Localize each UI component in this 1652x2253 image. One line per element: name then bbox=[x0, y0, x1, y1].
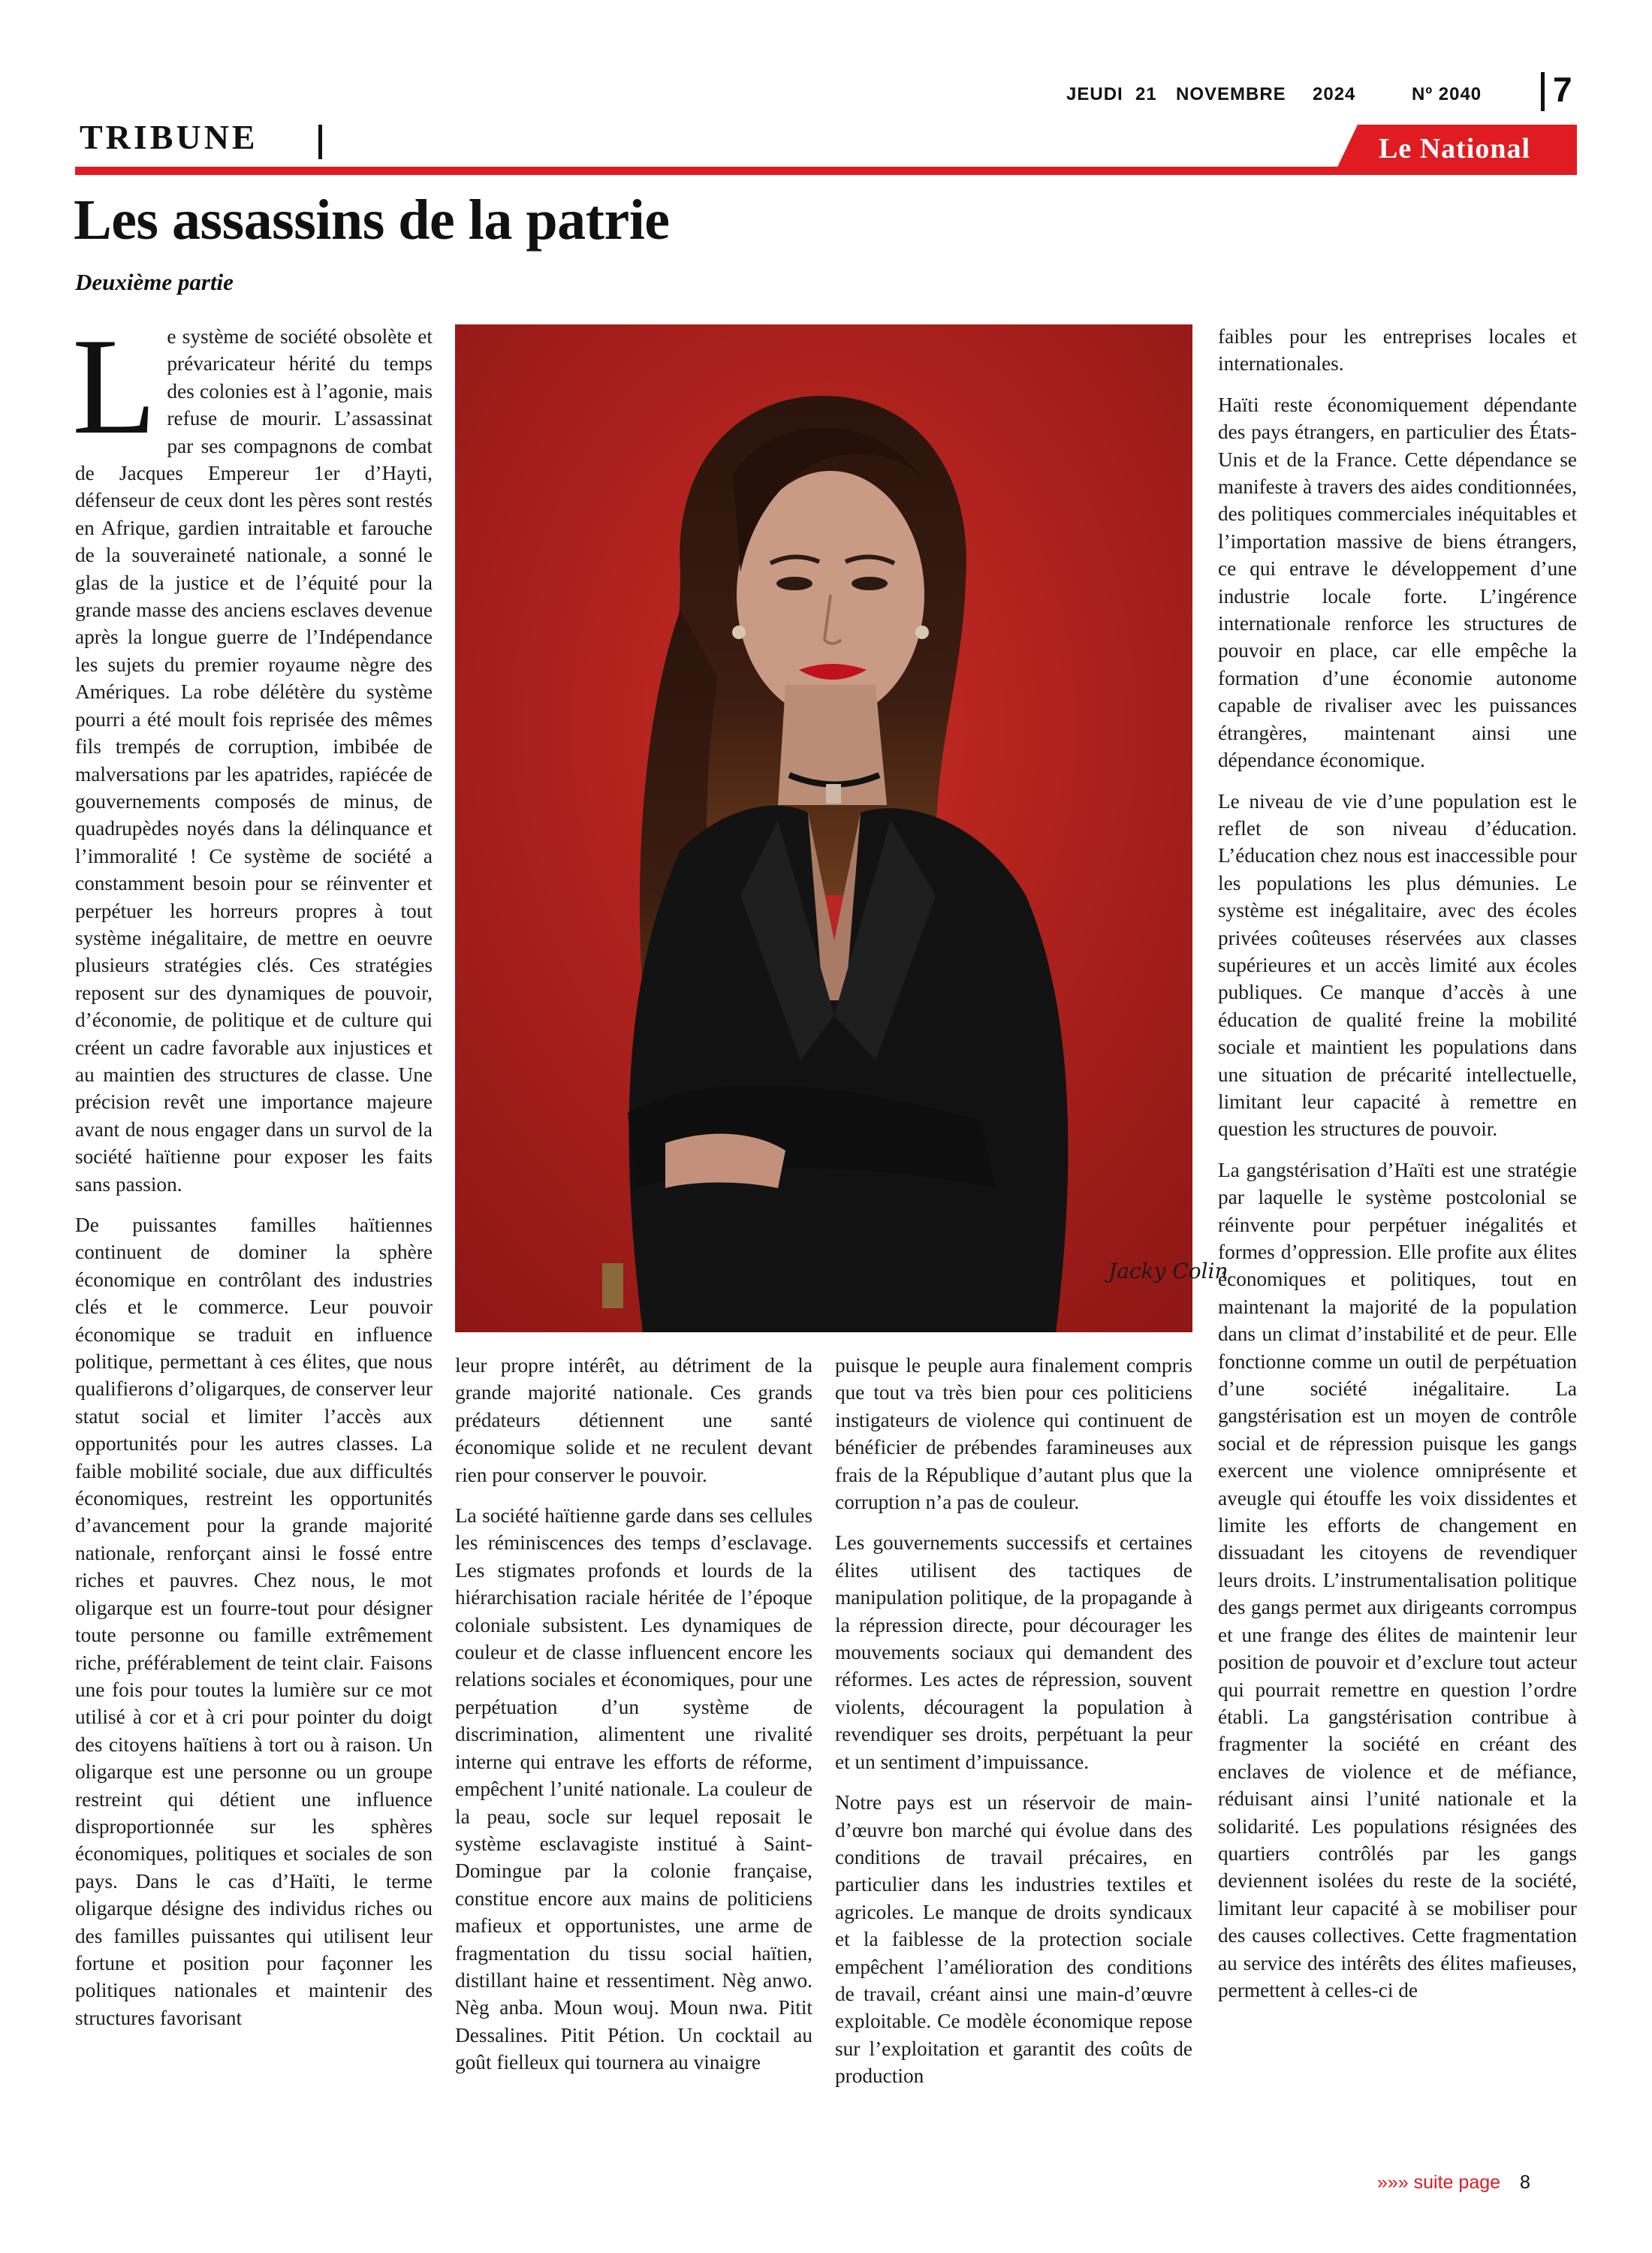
header-day: JEUDI bbox=[1066, 84, 1123, 104]
section-divider bbox=[318, 125, 322, 159]
col1-paragraph-2: De puissantes familles haïtiennes continuent de dominer la sphère économique en contrôlant des industries clés et le commerce. Leur pouvoir économique se traduit en influence politique, permettant à ces élites, que nous qualifierons d’oligarques, de conserver leur statut social et limiter l’accès aux opportunités pour les autres classes. La faible mobilité sociale, due aux difficultés économiques, restreint les opportunités d’avancement pour la grande majorité nationale, renforçant ainsi le fossé entre riches et pauvres. Chez nous, le mot oligarque est un fourre-tout pour désigner toute personne ou famille extrêmement riche, préférablement de teint clair. Faisons une fois pour toutes la lumière sur ce mot utilisé à cor et à cri pour pointer du doigt des citoyens haïtiens à tort ou à raison. Un oligarque est une personne ou un groupe restreint qui détient une influence disproportionnée sur les sphères économiques, politiques et sociales de son pays. Dans le cas d’Haïti, le terme oligarque désigne des individus riches ou des familles puissantes qui utilisent leur fortune et position pour façonner les politiques nationales et maintenir des structures favorisant bbox=[75, 1214, 433, 2029]
col2-paragraph-1: leur propre intérêt, au détriment de la grande majorité nationale. Ces grands prédateurs détiennent une santé économique solide et ne reculent devant rien pour conserver le pouvoir. bbox=[455, 1354, 812, 1486]
col3-paragraph-1: puisque le peuple aura finalement compris que tout va très bien pour ces politiciens instigateurs de violence qui continuent de bénéficier de prébendes faramineuses aux frais de la République d’autant plus que la corruption n’a pas de couleur. bbox=[835, 1354, 1192, 1514]
page-number: 7 bbox=[1553, 70, 1572, 109]
col4-paragraph-3: Le niveau de vie d’une population est le reflet de son niveau d’éducation. L’éducation chez nous est inaccessible pour les populations les plus démunies. Le système est inégalitaire, avec des écoles privées coûteuses réservées aux classes supérieures et un accès limité aux écoles publiques. Ce manque d’accès à une éducation de qualité freine la mobilité sociale et maintient les populations dans une situation de précarité intellectuelle, limitant leur capacité à remettre en question les structures de pouvoir. bbox=[1218, 789, 1577, 1141]
col4-paragraph-2: Haïti reste économiquement dépendante des pays étrangers, en particulier des États-Unis et de la France. Cette dépendance se manifeste à travers des aides conditionnées, des politiques commerciales inéquitables et l’importation massive de biens étrangers, ce qui entrave le développement d’une industrie locale forte. L’ingérence internationale renforce les structures de pouvoir en place, car elle empêche la formation d’une économie autonome capable de rivaliser avec les puissances étrangères, maintenant ainsi une dépendance économique. bbox=[1218, 393, 1577, 772]
photo-signature: Jacky Colin bbox=[1108, 1259, 1228, 1283]
page-number-divider bbox=[1541, 72, 1545, 111]
col4-paragraph-4: La gangstérisation d’Haïti est une stratégie par laquelle le système postcolonial se réinvente pour perpétuer inégalités et formes d’oppression. Elle profite aux élites économiques et politiques, tout en maintenant la majorité de la population dans un climat d’instabilité et de peur. Elle fonctionne comme un outil de perpétuation d’une société inégalitaire. La gangstérisation est un moyen de contrôle social et de répression puisque les gangs exercent une violence omniprésente et aveugle qui étouffe les voix dissidentes et limite les efforts de changement en dissuadant les citoyens de revendiquer leurs droits. L’instrumentalisation politique des gangs permet aux dirigeants corrompus et une frange des élites de maintenir leur position de pouvoir et d’exclure tout acteur qui pourrait remettre en question l’ordre établi. La gangstérisation contribue à fragmenter la société en créant des enclaves de violence et de méfiance, réduisant ainsi l’unité nationale et la solidarité. Les populations résignées des quartiers contrôlés par les gangs deviennent isolées du reste de la société, limitant leur capacité à se mobiliser pour des causes collectives. Cette fragmentation au service des intérêts des élites mafieuses, permettent à celles-ci de bbox=[1218, 1158, 1577, 2001]
article-title: Les assassins de la patrie bbox=[74, 189, 670, 252]
brand-name: Le National bbox=[1379, 133, 1531, 164]
header-issue: Nº 2040 bbox=[1412, 84, 1482, 104]
portrait-photo bbox=[455, 324, 1228, 1332]
col2-paragraph-2: La société haïtienne garde dans ses cellules les réminiscences des temps d’esclavage. Les stigmates profonds et lourds de la hiérarchisation raciale héritée de l’époque coloniale subsistent. Les dynamiques de couleur et de classe influencent encore les relations sociales et économiques, pour une perpétuation d’un système de discrimination, alimentent une rivalité interne qui entrave les efforts de réforme, empêchent l’unité nationale. La couleur de la peau, socle sur lequel reposait le système esclavagiste institué à Saint-Domingue par la colonie française, constitue encore aux mains de politiciens mafieux et opportunistes, une arme de fragmentation du tissu social haïtien, distillant haine et ressentiment. Nèg anwo. Nèg anba. Moun wouj. Moun nwa. Pitit Dessalines. Pitit Pétion. Un cocktail au goût fielleux qui tournera au vinaigre bbox=[455, 1504, 812, 2074]
column-1 bbox=[72, 309, 433, 2031]
continued-label: »»» suite page bbox=[1377, 2172, 1501, 2193]
header-rule bbox=[75, 167, 1577, 175]
column-4 bbox=[1218, 323, 1577, 2004]
article-subtitle: Deuxième partie bbox=[75, 269, 234, 295]
column-2 bbox=[455, 1352, 812, 2077]
col1-paragraph-1-text: e système de société obsolète et prévaricateur hérité du temps des colonies est à l’agonie, mais refuse de mourir. L’assassinat par ses compagnons de combat de Jacques Empereur 1er d’Hayti, défenseur de ceux dont les pères sont restés en Afrique, gardien intraitable et farouche de la souveraineté nationale, a sonné le glas de la justice et de l’équité pour la grande masse des anciens esclaves devenue après la longue guerre de l’Indépendance les sujets du premier royaume nègre des Amériques. La robe délétère du système pourri a été moult fois reprisée des mêmes fils trempés de corruption, imbibée de malversations par les apatrides, rapiécée de gouvernements composés de minus, de quadrupèdes noyés dans la délinquance et l’immoralité ! Ce système de société a constamment besoin pour se réinventer et perpétuer les horreurs propres à tout système inégalitaire, de mettre en oeuvre plusieurs stratégies clés. Ces stratégies reposent sur des dynamiques de pouvoir, d’économie, de politique et de culture qui créent un cadre favorable aux injustices et au maintien des structures de classe. Une précision revêt une importance majeure avant de nous engager dans un survol de la société haïtienne pour exposer les faits sans passion. bbox=[75, 325, 433, 1196]
drop-cap: L bbox=[72, 309, 157, 463]
continued-link[interactable] bbox=[1377, 2172, 1530, 2194]
col3-paragraph-3: Notre pays est un réservoir de main-d’œuvre bon marché qui évolue dans des conditions de travail précaires, en particulier dans les industries textiles et agricoles. Le manque de droits syndicaux et la faiblesse de la protection sociale empêchent l’amélioration des conditions de travail, créant ainsi une main-d’œuvre exploitable. Ce modèle économique repose sur l’exploitation et garantit des coûts de production bbox=[835, 1791, 1192, 2088]
col3-paragraph-2: Les gouvernements successifs et certaines élites utilisent des tactiques de manipulation politique, de la propagande à la répression directe, pour décourager les mouvements sociaux qui demandent des réformes. Les actes de répression, souvent violents, découragent la population à revendiquer ses droits, perpétuant la peur et un sentiment d’impuissance. bbox=[835, 1531, 1192, 1773]
col1-paragraph-1 bbox=[72, 309, 433, 1198]
header-year: 2024 bbox=[1313, 84, 1356, 104]
continued-page: 8 bbox=[1520, 2172, 1530, 2193]
section-label: TRIBUNE bbox=[80, 118, 258, 156]
portrait-illustration bbox=[455, 324, 1228, 1332]
col4-paragraph-1: faibles pour les entreprises locales et internationales. bbox=[1218, 325, 1577, 376]
header-month: NOVEMBRE bbox=[1176, 84, 1286, 104]
header-date-day: 21 bbox=[1135, 84, 1157, 104]
column-3 bbox=[835, 1352, 1192, 2090]
